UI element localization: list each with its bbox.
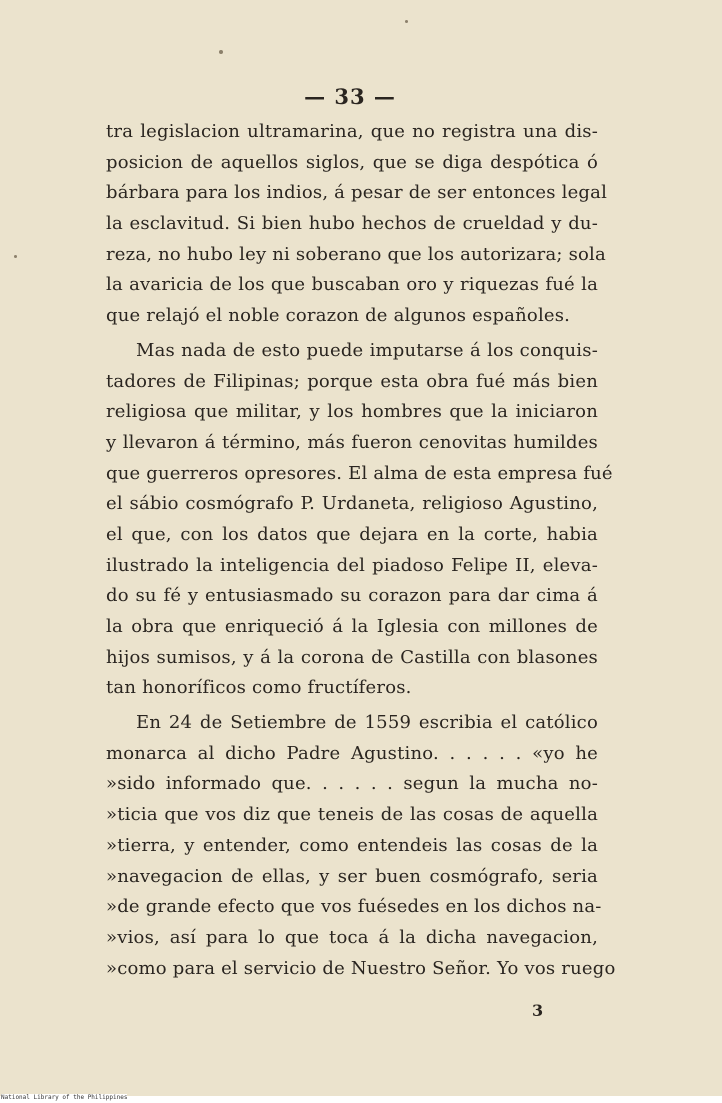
text-line: y llevaron á término, más fueron cenovitas humildes — [106, 431, 598, 453]
text-line: »como para el servicio de Nuestro Señor. Yo vos ruego — [106, 957, 616, 979]
text-line: monarca al dicho Padre Agustino. . . . . . «yo he — [106, 742, 598, 764]
paper-speck — [219, 50, 223, 54]
page-number: — 33 — — [304, 84, 396, 109]
text-line: Mas nada de esto puede imputarse á los conquis- — [136, 339, 598, 361]
text-line: »tierra, y entender, como entendeis las cosas de la — [106, 834, 598, 856]
paragraph-1 — [106, 117, 608, 332]
text-line: la avaricia de los que buscaban oro y riquezas fué la — [106, 274, 598, 296]
text-line: do su fé y entusiasmado su corazon para dar cima á — [106, 585, 598, 607]
text-line: tra legislacion ultramarina, que no registra una dis- — [106, 121, 598, 142]
paper-speck — [14, 255, 17, 258]
paragraph-3 — [106, 708, 616, 984]
text-line: tadores de Filipinas; porque esta obra fué más bien — [106, 370, 598, 392]
paragraph-2 — [106, 336, 613, 704]
text-body — [106, 117, 616, 984]
text-line: »de grande efecto que vos fuésedes en los dichos na- — [106, 896, 602, 918]
text-line: bárbara para los indios, á pesar de ser entonces legal — [106, 182, 608, 204]
signature-mark: 3 — [532, 1001, 544, 1020]
footer-credit: National Library of the Philippines — [1, 1094, 128, 1101]
text-line: que guerreros opresores. El alma de esta empresa fué — [106, 462, 613, 484]
text-line: reza, no hubo ley ni soberano que los autorizara; sola — [106, 243, 606, 265]
text-line: »sido informado que. . . . . . segun la mucha no- — [106, 773, 598, 795]
text-line: el sábio cosmógrafo P. Urdaneta, religioso Agustino, — [106, 493, 598, 515]
text-line: tan honoríficos como fructíferos. — [106, 677, 412, 699]
text-line: posicion de aquellos siglos, que se diga despótica ó — [106, 151, 598, 173]
text-line: En 24 de Setiembre de 1559 escribia el católico — [136, 712, 598, 734]
text-line: la esclavitud. Si bien hubo hechos de crueldad y du- — [106, 213, 598, 235]
text-line: hijos sumisos, y á la corona de Castilla con blasones — [106, 646, 598, 668]
paper-speck — [405, 20, 408, 23]
text-line: »navegacion de ellas, y ser buen cosmógrafo, seria — [106, 865, 598, 887]
text-line: »vios, así para lo que toca á la dicha navegacion, — [106, 926, 598, 948]
text-line: ilustrado la inteligencia del piadoso Felipe II, eleva- — [106, 554, 598, 576]
text-line: el que, con los datos que dejara en la corte, habia — [106, 523, 598, 545]
text-line: la obra que enriqueció á la Iglesia con millones de — [106, 616, 598, 637]
text-line: »ticia que vos diz que teneis de las cosas de aquella — [106, 804, 598, 826]
text-line: religiosa que militar, y los hombres que la iniciaron — [106, 401, 598, 423]
text-line: que relajó el noble corazon de algunos españoles. — [106, 305, 571, 327]
